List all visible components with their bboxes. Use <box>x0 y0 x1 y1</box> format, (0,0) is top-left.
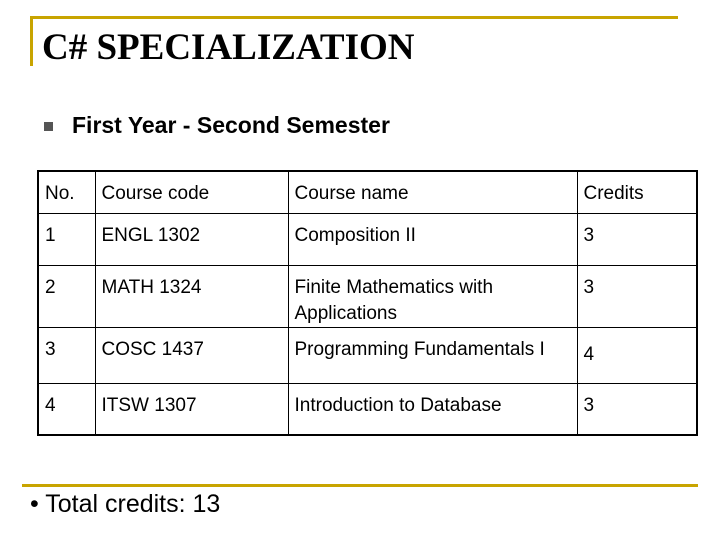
row-credits: 4 <box>577 327 697 383</box>
header-credits: Credits <box>577 171 697 213</box>
total-credits: • Total credits: 13 <box>30 490 221 518</box>
row-code: COSC 1437 <box>95 327 288 383</box>
table-row <box>38 265 697 327</box>
courses-table <box>37 170 698 436</box>
row-credits: 3 <box>577 383 697 435</box>
row-no: 1 <box>38 213 95 265</box>
row-no: 3 <box>38 327 95 383</box>
row-code: ITSW 1307 <box>95 383 288 435</box>
header-no: No. <box>38 171 95 213</box>
table-header-row <box>38 171 697 213</box>
bottom-border-line <box>22 484 698 487</box>
row-code: ENGL 1302 <box>95 213 288 265</box>
row-name: Composition II <box>288 213 577 265</box>
row-name: Introduction to Database <box>288 383 577 435</box>
top-border-line <box>30 16 678 19</box>
page-title: C# SPECIALIZATION <box>42 27 415 68</box>
left-border-line <box>30 16 33 66</box>
header-course-code: Course code <box>95 171 288 213</box>
semester-subtitle: First Year - Second Semester <box>72 112 390 138</box>
square-bullet-icon <box>44 122 53 131</box>
table-row <box>38 383 697 435</box>
row-code: MATH 1324 <box>95 265 288 327</box>
row-no: 4 <box>38 383 95 435</box>
header-course-name: Course name <box>288 171 577 213</box>
row-credits: 3 <box>577 213 697 265</box>
row-name: Finite Mathematics with Applications <box>288 265 577 327</box>
table-row <box>38 327 697 383</box>
row-name: Programming Fundamentals I <box>288 327 577 383</box>
row-no: 2 <box>38 265 95 327</box>
table-row <box>38 213 697 265</box>
row-credits: 3 <box>577 265 697 327</box>
